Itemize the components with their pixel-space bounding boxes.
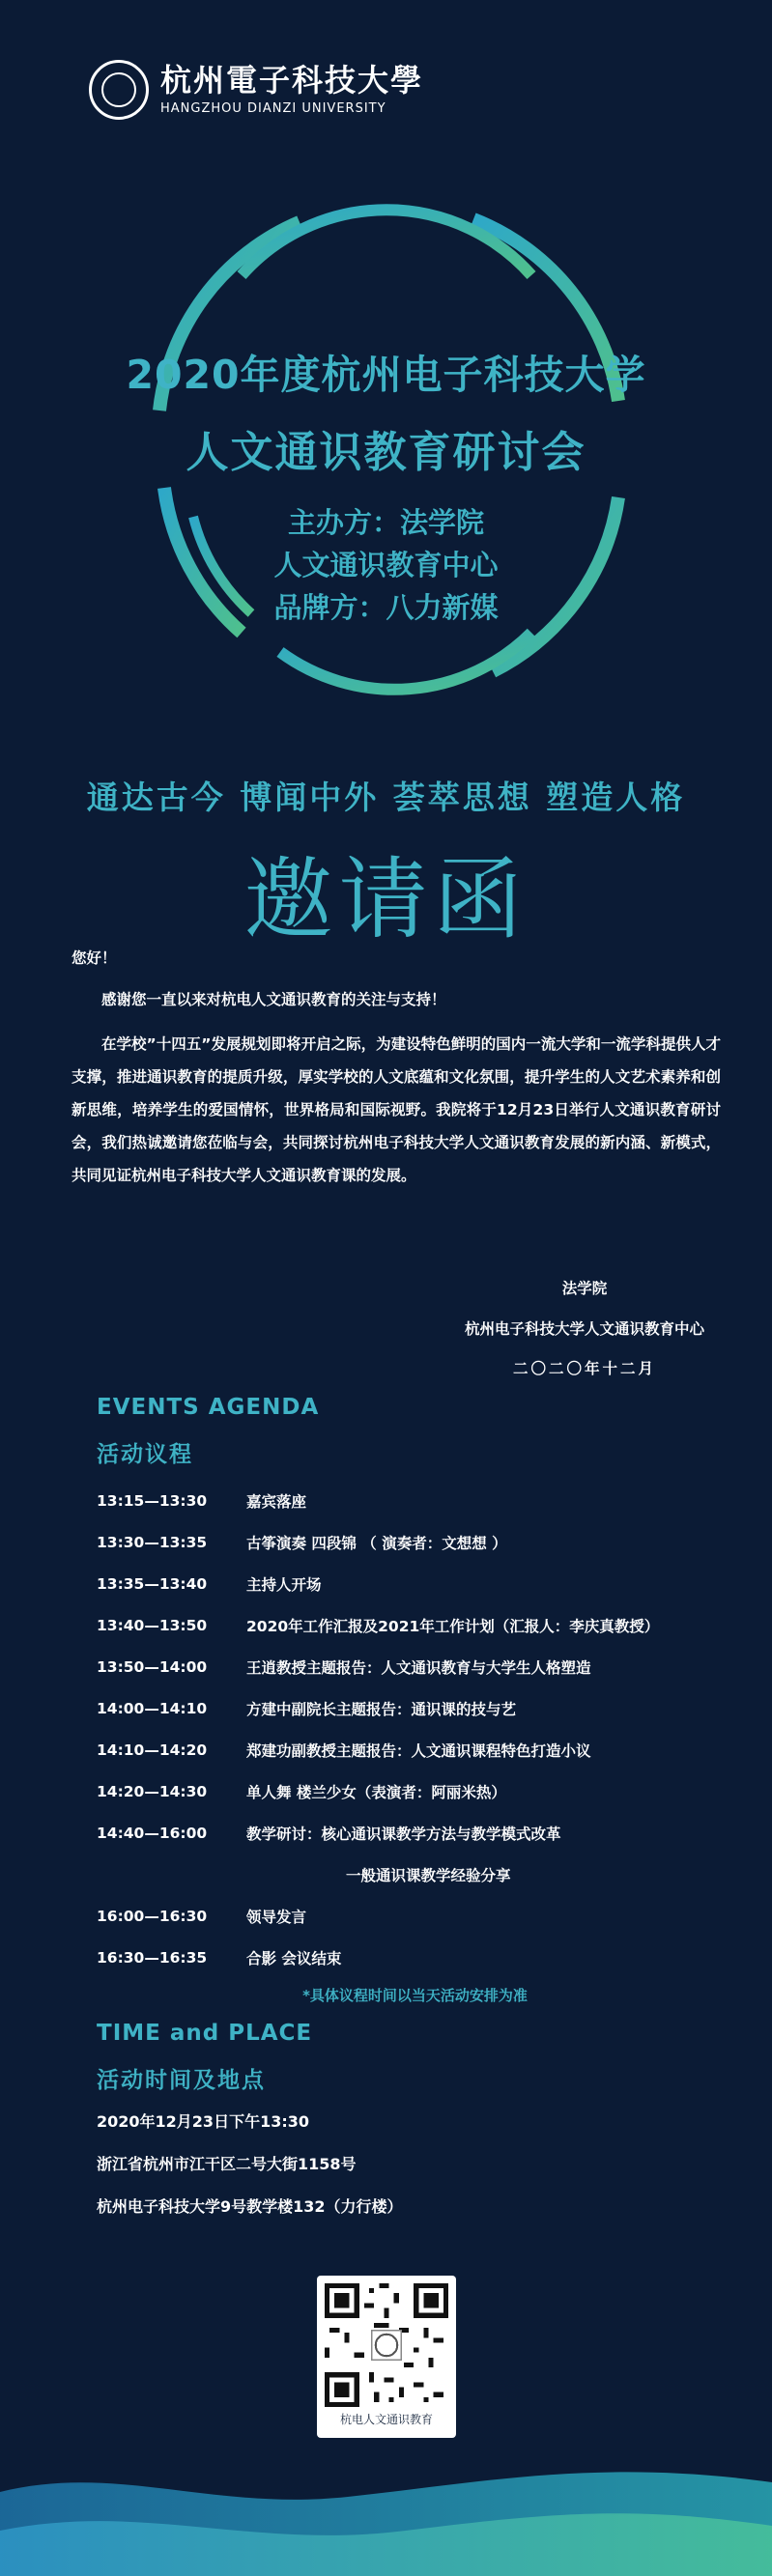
agenda-item: 方建中副院长主题报告：通识课的技与艺 [246,1700,517,1718]
letter-paragraph-1: 感谢您一直以来对杭电人文通识教育的关注与支持！ [101,991,446,1008]
logo-english-name: HANGZHOU DIANZI UNIVERSITY [160,100,386,116]
agenda-time: 16:00—16:30 [97,1907,208,1925]
event-title-line2: 人文通识教育研讨会 [186,428,586,477]
agenda-item: 合影 会议结束 [246,1949,342,1967]
agenda-item: 一般通识课教学经验分享 [346,1866,511,1884]
agenda-row [97,1521,734,1563]
agenda-item: 单人舞 楼兰少女（表演者：阿丽米热） [246,1783,506,1801]
agenda-time: 16:30—16:35 [97,1948,208,1967]
agenda-heading-en: EVENTS AGENDA [97,1395,320,1420]
agenda-heading-cn: 活动议程 [97,1442,193,1467]
agenda-row [97,1687,734,1729]
agenda-time: 13:40—13:50 [97,1616,208,1634]
agenda-row [97,1604,734,1646]
qr-code-icon [325,2283,448,2407]
event-venue: 杭州电子科技大学9号教学楼132（力行楼） [97,2197,403,2216]
university-seal-icon [89,60,149,120]
agenda-time: 13:30—13:35 [97,1533,208,1551]
qr-code[interactable] [317,2276,456,2438]
agenda-time: 14:20—14:30 [97,1782,208,1800]
time-place-heading-en: TIME and PLACE [97,2021,313,2046]
agenda-item: 2020年工作汇报及2021年工作计划（汇报人：李庆真教授） [246,1617,660,1635]
agenda-item: 古筝演奏 四段锦 （ 演奏者：文想想 ） [246,1534,507,1552]
agenda-item: 主持人开场 [246,1575,322,1594]
slogan: 通达古今 博闻中外 荟萃思想 塑造人格 [86,778,686,816]
letter-greeting: 您好！ [71,949,117,967]
time-place-heading-cn: 活动时间及地点 [97,2068,266,2093]
invitation-title: 邀请函 [243,848,529,951]
agenda-row [97,1480,734,1521]
agenda-item: 教学研讨：核心通识课教学方法与教学模式改革 [246,1825,561,1843]
agenda-row [97,1937,734,1978]
signature-school: 法学院 [561,1280,608,1297]
agenda-row [97,1854,734,1895]
agenda-row [97,1812,734,1854]
agenda-time: 14:40—16:00 [97,1824,208,1842]
agenda-time: 14:00—14:10 [97,1699,208,1717]
agenda-row [97,1729,734,1770]
organizer-brand: 品牌方：八力新媒 [273,591,499,624]
event-datetime: 2020年12月23日下午13:30 [97,2112,309,2131]
event-address: 浙江省杭州市江干区二号大街1158号 [97,2155,357,2173]
agenda-item: 郑建功副教授主题报告：人文通识课程特色打造小议 [246,1741,591,1760]
agenda-item: 王逍教授主题报告：人文通识教育与大学生人格塑造 [246,1658,591,1677]
agenda-row [97,1563,734,1604]
agenda-time: 13:35—13:40 [97,1574,208,1593]
agenda-note: *具体议程时间以当天活动安排为准 [302,1987,528,2004]
agenda-item: 领导发言 [246,1908,307,1926]
agenda-row [97,1895,734,1937]
organizer-host: 主办方：法学院 [287,506,484,539]
qr-label: 杭电人文通识教育 [339,2413,433,2426]
agenda-time: 13:15—13:30 [97,1491,208,1510]
organizer-host-2: 人文通识教育中心 [273,549,499,581]
agenda-row [97,1646,734,1687]
agenda-time: 13:50—14:00 [97,1657,208,1676]
agenda-list [97,1480,734,1978]
logo-chinese-name: 杭州電子科技大學 [160,61,424,99]
letter-paragraph-2: 在学校”十四五”发展规划即将开启之际，为建设特色鲜明的国内一流大学和一流学科提供人才支撑，推进通识教育的提质升级，厚实学校的人文底蕴和文化氛围，提升学生的人文艺术素养和创新思维，培养学生的爱国情怀，世界格局和国际视野。我院将于12月23日举行人文通识教育研讨会，我们热诚邀请您莅临与会，共同探讨杭州电子科技大学人文通识教育发展的新内涵、新模式，共同见证杭州电子科技大学人文通识教育课的发展。 [71,1035,721,1184]
decorative-waves [0,2453,772,2576]
agenda-row [97,1770,734,1812]
agenda-time: 14:10—14:20 [97,1741,208,1759]
signature-center: 杭州电子科技大学人文通识教育中心 [464,1320,704,1338]
university-logo [89,60,423,120]
event-title-line1: 2020年度杭州电子科技大学 [126,352,646,398]
agenda-item: 嘉宾落座 [246,1492,307,1511]
signature-date: 二〇二〇年十二月 [512,1360,656,1377]
